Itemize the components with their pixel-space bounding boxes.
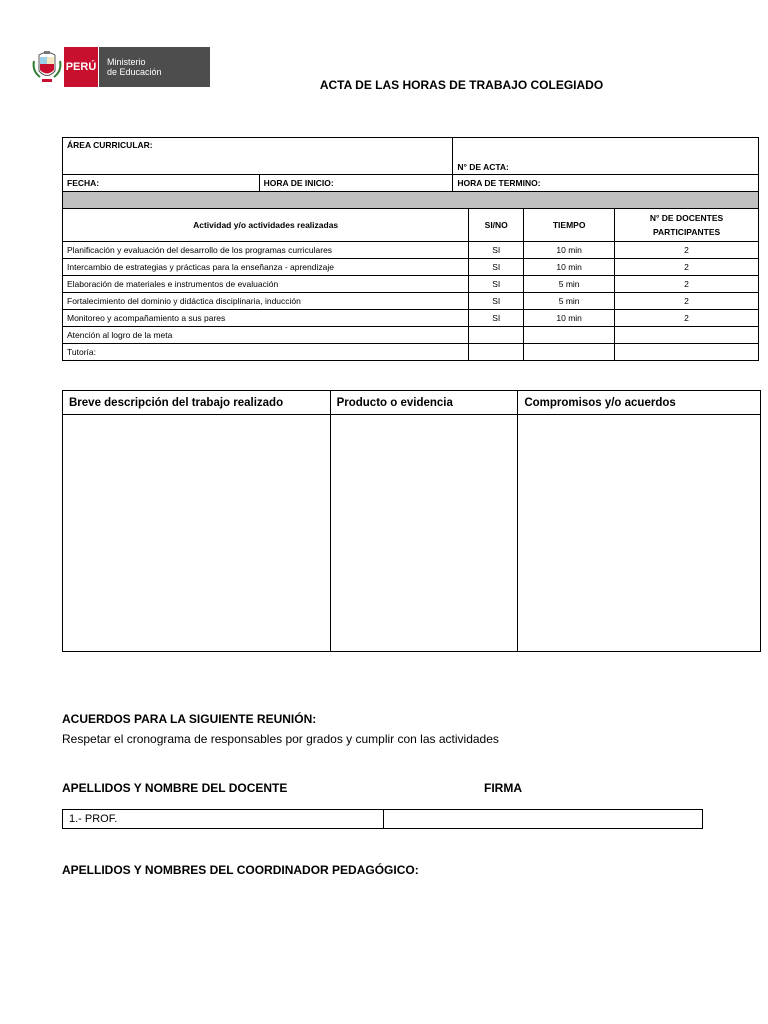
ministry-line-2: de Educación [107,67,162,77]
tiempo-cell: 10 min [524,259,615,276]
docentes-header [615,209,759,242]
area-row [63,138,759,175]
description-body-row [63,415,761,652]
tiempo-cell [524,327,615,344]
table-row [63,810,703,829]
docentes-cell: 2 [615,310,759,327]
table-row [63,327,759,344]
sino-cell: SI [469,259,524,276]
coordinador-label: APELLIDOS Y NOMBRES DEL COORDINADOR PEDAGÓGICO: [62,863,419,877]
table-row [63,259,759,276]
sino-header: SI/NO [469,209,524,242]
acta-number-label: N° DE ACTA: [453,138,759,175]
activity-cell: Monitoreo y acompañamiento a sus pares [63,310,469,327]
commitments-header: Compromisos y/o acuerdos [518,391,761,415]
document-title: ACTA DE LAS HORAS DE TRABAJO COLEGIADO [319,78,604,92]
description-header-row [63,391,761,415]
docentes-cell: 2 [615,276,759,293]
acuerdos-label: ACUERDOS PARA LA SIGUIENTE REUNIÓN: [62,712,317,726]
description-cell[interactable] [63,415,331,652]
activities-table [62,137,759,361]
evidence-cell[interactable] [330,415,518,652]
activity-cell: Atención al logro de la meta [63,327,469,344]
activity-header: Actividad y/o actividades realizadas [63,209,469,242]
fecha-row [63,175,759,192]
hora-termino-label: HORA DE TERMINO: [453,175,759,192]
peru-label: PERÚ [64,47,98,87]
tiempo-cell [524,344,615,361]
activity-cell: Elaboración de materiales e instrumentos de evaluación [63,276,469,293]
commitments-cell[interactable] [518,415,761,652]
docentes-header-line-2: PARTICIPANTES [652,227,721,237]
docentes-cell [615,327,759,344]
sino-cell: SI [469,276,524,293]
docente-firma-cell[interactable] [383,810,702,829]
docentes-header-line-1: N° DE DOCENTES [649,213,724,223]
area-curricular-label: ÁREA CURRICULAR: [63,138,453,175]
firma-label: FIRMA [484,781,522,795]
table-row [63,276,759,293]
activity-cell: Tutoría: [63,344,469,361]
sino-cell [469,344,524,361]
docentes-cell: 2 [615,259,759,276]
sino-cell: SI [469,293,524,310]
table-row [63,293,759,310]
docente-table [62,809,703,829]
activity-cell: Fortalecimiento del dominio y didáctica disciplinaria, inducción [63,293,469,310]
gray-separator [63,192,759,209]
sino-cell: SI [469,310,524,327]
tiempo-header: TIEMPO [524,209,615,242]
gray-separator-row [63,192,759,209]
hora-inicio-label: HORA DE INICIO: [259,175,453,192]
acuerdos-text: Respetar el cronograma de responsables por grados y cumplir con las actividades [62,732,499,746]
tiempo-cell: 10 min [524,310,615,327]
activity-cell: Planificación y evaluación del desarrollo de los programas curriculares [63,242,469,259]
sino-cell: SI [469,242,524,259]
table-row [63,310,759,327]
docentes-cell: 2 [615,293,759,310]
ministry-line-1: Ministerio [107,57,146,67]
table-row [63,344,759,361]
sino-cell [469,327,524,344]
docente-name-label: APELLIDOS Y NOMBRE DEL DOCENTE [62,781,288,795]
docentes-cell [615,344,759,361]
table-row [63,242,759,259]
description-table [62,390,761,652]
tiempo-cell: 5 min [524,293,615,310]
activity-cell: Intercambio de estrategias y prácticas para la enseñanza - aprendizaje [63,259,469,276]
fecha-label: FECHA: [63,175,260,192]
evidence-header: Producto o evidencia [330,391,518,415]
tiempo-cell: 10 min [524,242,615,259]
tiempo-cell: 5 min [524,276,615,293]
docentes-cell: 2 [615,242,759,259]
docente-name-cell[interactable]: 1.- PROF. [63,810,384,829]
activities-header-row [63,209,759,242]
description-header: Breve descripción del trabajo realizado [63,391,331,415]
